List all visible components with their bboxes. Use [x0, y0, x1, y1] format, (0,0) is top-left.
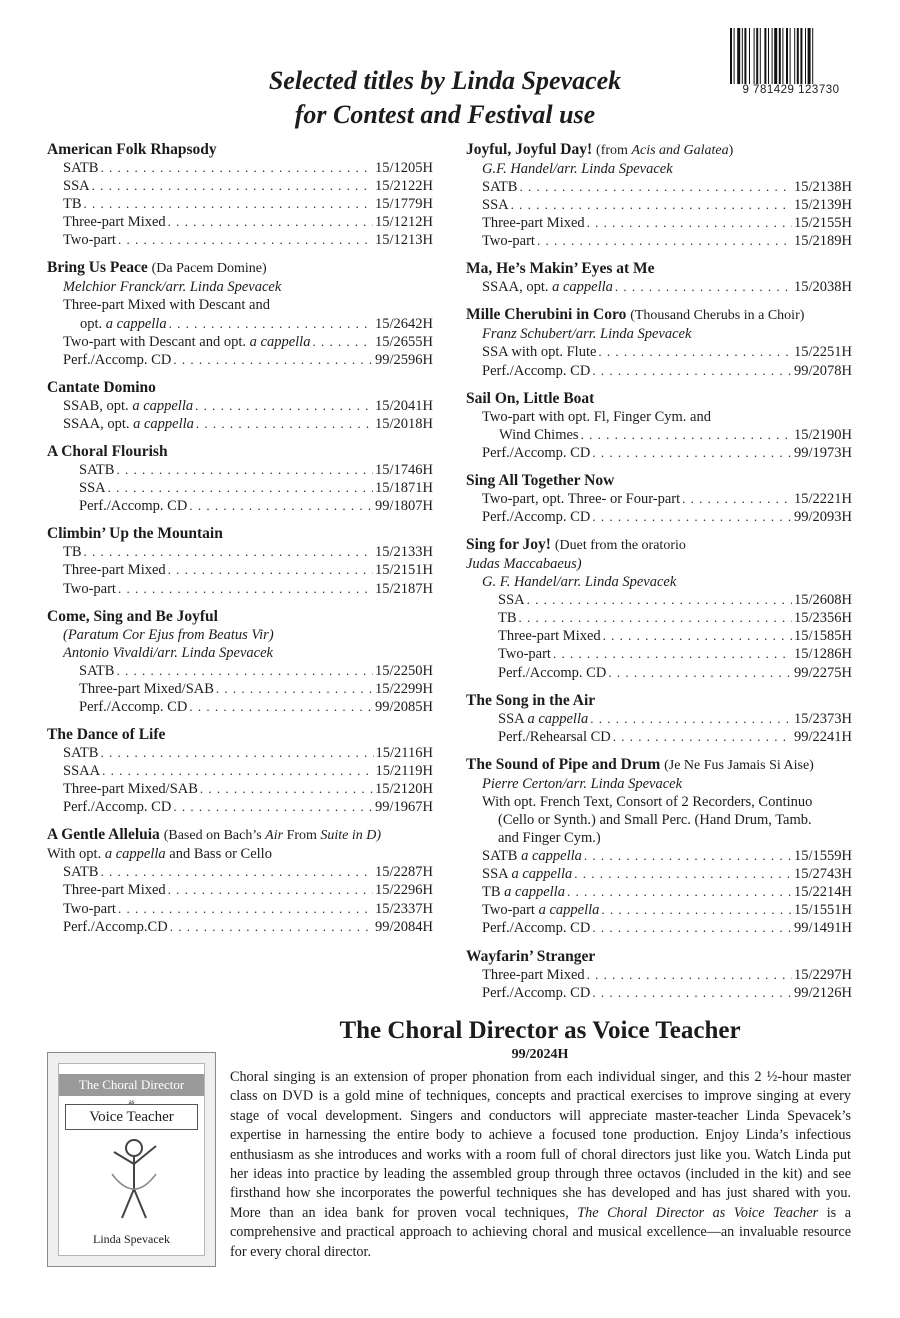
song-title: A Gentle Alleluia (Based on Bach’s Air From Suite in D) [47, 826, 382, 844]
edition-entry: SATB a cappella . . . 15/1559H [466, 847, 852, 865]
barcode [729, 28, 853, 84]
dvd-code: 99/2024H [511, 1047, 569, 1062]
song-title: Climbin’ Up the Mountain [47, 525, 223, 543]
edition-entry: Perf./Accomp. CD . . . 99/2093H [466, 508, 852, 526]
composer-credit: Antonio Vivaldi/arr. Linda Spevacek [63, 644, 273, 661]
edition-entry: Three-part Mixed/SAB . . . 15/2299H [47, 680, 433, 698]
edition-entry: SATB . . . 15/2287H [47, 863, 433, 881]
edition-entry: Perf./Accomp. CD . . . 99/1807H [47, 497, 433, 515]
title-bring-us-peace [47, 258, 433, 368]
edition-entry: Perf./Accomp. CD . . . 99/2078H [466, 362, 852, 380]
title-a-choral-flourish [47, 442, 433, 515]
song-title: Bring Us Peace (Da Pacem Domine) [47, 259, 267, 277]
title-come-sing-and-be-joyful [47, 607, 433, 716]
composer-credit: G.F. Handel/arr. Linda Spevacek [482, 161, 673, 177]
edition-entry: Three-part Mixed . . . 15/1212H [47, 213, 433, 231]
dvd-title: The Choral Director as Voice Teacher [339, 1017, 741, 1044]
edition-entry: Three-part Mixed . . . 15/2155H [466, 214, 852, 232]
title-note: (Paratum Cor Ejus from Beatus Vir) [63, 626, 274, 643]
edition-desc: Two-part with opt. Fl, Finger Cym. and [482, 408, 711, 425]
edition-entry: Perf./Accomp. CD . . . 99/2596H [47, 351, 433, 369]
edition-entry: Perf./Accomp. CD . . . 99/2275H [466, 664, 852, 682]
edition-entry: Three-part Mixed/SAB . . . 15/2120H [47, 780, 433, 798]
song-title: Ma, He’s Makin’ Eyes at Me [466, 260, 655, 278]
title-wayfarin-stranger [466, 947, 852, 1002]
edition-desc: With opt. a cappella and Bass or Cello [47, 846, 272, 863]
song-title: Sail On, Little Boat [466, 389, 595, 407]
title-line-1: Selected titles by Linda Spevacek [268, 66, 622, 95]
song-title: Cantate Domino [47, 378, 156, 396]
edition-entry: Two-part with Descant and opt. a cappella . . . 15/2655H [47, 333, 433, 351]
edition-entry: Perf./Accomp. CD . . . 99/1973H [466, 444, 852, 462]
edition-entry: Perf./Accomp. CD . . . 99/1967H [47, 798, 433, 816]
composer-credit: Pierre Certon/arr. Linda Spevacek [482, 775, 683, 792]
edition-entry: Three-part Mixed . . . 15/2296H [47, 881, 433, 899]
title-the-dance-of-life [47, 725, 433, 816]
edition-entry: Perf./Accomp. CD . . . 99/2126H [466, 984, 852, 1002]
edition-entry: SSAA, opt. a cappella . . . 15/2038H [466, 278, 852, 296]
title-a-gentle-alleluia [47, 825, 433, 935]
isbn-number: 9 781429 123730 [742, 84, 840, 96]
edition-entry: SSA a cappella . . . 15/2373H [466, 710, 852, 728]
composer-credit: Franz Schubert/arr. Linda Spevacek [482, 326, 692, 343]
edition-entry: Two-part . . . 15/2337H [47, 900, 433, 918]
cover-title-line-1: The Choral Director [59, 1074, 204, 1096]
song-title: Sing All Together Now [466, 471, 615, 489]
edition-entry: SSAB, opt. a cappella . . . 15/2041H [47, 397, 433, 415]
edition-entry: SATB . . . 15/2250H [47, 662, 433, 680]
conductor-figure-icon [94, 1134, 174, 1224]
edition-entry: SATB . . . 15/1205H [47, 159, 433, 177]
title-the-song-in-the-air [466, 691, 852, 746]
edition-entry: Three-part Mixed . . . 15/1585H [466, 627, 852, 645]
edition-entry: SSA with opt. Flute . . . 15/2251H [466, 343, 852, 361]
edition-entry: TB . . . 15/2133H [47, 543, 433, 561]
cover-as: as [128, 1098, 135, 1106]
edition-entry: SSA a cappella . . . 15/2743H [466, 865, 852, 883]
title-climbin-up-the-mountain [47, 524, 433, 597]
page-title [230, 64, 660, 132]
edition-entry: Perf./Accomp.CD . . . 99/2084H [47, 918, 433, 936]
edition-entry: SSA . . . 15/2608H [466, 591, 852, 609]
cover-author: Linda Spevacek [93, 1232, 170, 1246]
title-sing-for-joy [466, 535, 852, 681]
edition-entry: Two-part . . . 15/2189H [466, 232, 852, 250]
edition-entry: Wind Chimes . . . 15/2190H [466, 426, 852, 444]
edition-entry: Perf./Rehearsal CD . . . 99/2241H [466, 728, 852, 746]
song-title: A Choral Flourish [47, 443, 168, 461]
edition-entry: SSA . . . 15/2139H [466, 196, 852, 214]
edition-entry: Perf./Accomp. CD . . . 99/2085H [47, 698, 433, 716]
song-title: The Song in the Air [466, 691, 596, 709]
title-joyful-joyful-day [466, 140, 852, 250]
edition-entry: SSAA . . . 15/2119H [47, 762, 433, 780]
edition-entry: TB . . . 15/1779H [47, 195, 433, 213]
edition-entry: Two-part . . . 15/1213H [47, 231, 433, 249]
title-ma-hes-makin-eyes-at-me [466, 259, 852, 296]
left-column [47, 140, 433, 945]
edition-entry: opt. a cappella . . . 15/2642H [47, 315, 433, 333]
title-mille-cherubini-in-coro [466, 305, 852, 379]
song-title: Come, Sing and Be Joyful [47, 607, 218, 625]
dvd-description: Choral singing is an extension of proper phonation from each individual singer, and this 2 ½-hour master class on DVD is a gold mine of techniques, concepts and practical exercises to improve singing at every stage of vocal development. Singers and conductors will appreciate master-teacher Linda Spevacek’s expertise in harnessing the entire body to achieve a focused tone production. Enjoy Linda’s infectious enthusiasm as she introduces and works with a room full of choral directors just like you. Watch Linda put her ideas into practice by leading the assembled group through three octavos (included in the kit) and see firsthand how she incorporates the powerful techniques she has developed and has just shared with you. More than an idea bank for proven vocal techniques, The Choral Director as Voice Teacher is a comprehensive and practical approach to achieving choral and musical excellence—an invaluable resource for every choral director. [230, 1069, 851, 1260]
title-sail-on-little-boat [466, 389, 852, 462]
cover-title-line-2: Voice Teacher [65, 1104, 198, 1130]
song-title: The Dance of Life [47, 725, 166, 743]
edition-entry: Three-part Mixed . . . 15/2151H [47, 561, 433, 579]
song-title: Wayfarin’ Stranger [466, 947, 596, 965]
song-title: Mille Cherubini in Coro (Thousand Cherubs in a Choir) [466, 306, 805, 324]
title-sing-all-together-now [466, 471, 852, 526]
dvd-cover-image [47, 1052, 216, 1267]
edition-entry: SATB . . . 15/1746H [47, 461, 433, 479]
edition-entry: SSA . . . 15/2122H [47, 177, 433, 195]
edition-entry: TB . . . 15/2356H [466, 609, 852, 627]
right-column [466, 140, 852, 1011]
edition-entry: SATB . . . 15/2116H [47, 744, 433, 762]
song-title: American Folk Rhapsody [47, 141, 217, 158]
edition-entry: SATB . . . 15/2138H [466, 178, 852, 196]
title-note: Judas Maccabaeus) [466, 556, 582, 573]
title-the-sound-of-pipe-and-drum [466, 755, 852, 938]
composer-credit: G. F. Handel/arr. Linda Spevacek [482, 574, 677, 591]
edition-entry: TB a cappella . . . 15/2214H [466, 883, 852, 901]
edition-desc: and Finger Cym.) [498, 829, 601, 846]
edition-desc: (Cello or Synth.) and Small Perc. (Hand Drum, Tamb. [498, 811, 812, 828]
title-american-folk-rhapsody [47, 140, 433, 249]
song-title: Joyful, Joyful Day! (from Acis and Galatea) [466, 141, 734, 158]
edition-entry: Two-part . . . 15/1286H [466, 645, 852, 663]
edition-desc: Three-part Mixed with Descant and [63, 297, 270, 314]
edition-entry: Three-part Mixed . . . 15/2297H [466, 966, 852, 984]
song-title: Sing for Joy! (Duet from the oratorio [466, 536, 686, 554]
edition-entry: Two-part a cappella . . . 15/1551H [466, 901, 852, 919]
edition-entry: SSAA, opt. a cappella . . . 15/2018H [47, 415, 433, 433]
song-title: The Sound of Pipe and Drum (Je Ne Fus Jamais Si Aise) [466, 755, 814, 773]
edition-entry: Two-part, opt. Three- or Four-part . . . 15/2221H [466, 490, 852, 508]
title-cantate-domino [47, 378, 433, 433]
title-line-2: for Contest and Festival use [294, 100, 596, 129]
composer-credit: Melchior Franck/arr. Linda Spevacek [63, 279, 282, 296]
edition-desc: With opt. French Text, Consort of 2 Recorders, Continuo [482, 793, 813, 810]
edition-entry: Two-part . . . 15/2187H [47, 580, 433, 598]
edition-entry: SSA . . . 15/1871H [47, 479, 433, 497]
edition-entry: Perf./Accomp. CD . . . 99/1491H [466, 919, 852, 937]
